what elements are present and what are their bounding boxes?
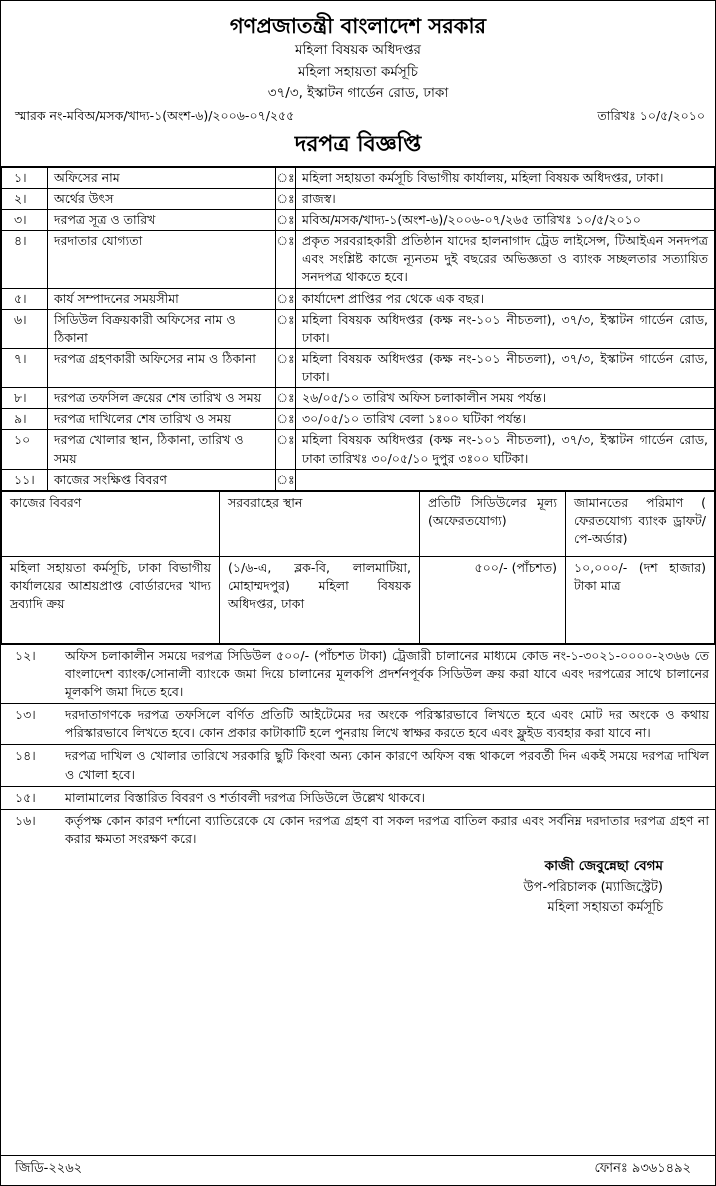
condition-row bbox=[1, 745, 715, 786]
info-row bbox=[2, 469, 715, 490]
info-row bbox=[2, 348, 715, 387]
info-value: মহিলা বিষয়ক অধিদপ্তর (কক্ষ নং-১০১ নীচতলা), ৩৭/৩, ইস্কাটন গার্ডেন রোড, ঢাকা তারিখঃ ৩০/০৫/১০ দুপুর ৩ঃ০০ ঘটিকা। bbox=[296, 430, 715, 469]
info-value: মবিঅ/মসক/খাদ্য-১(অংশ-৬)/২০০৬-০৭/২৬৫ তারিখঃ ১০/৫/২০১০ bbox=[296, 210, 715, 231]
info-row bbox=[2, 231, 715, 288]
info-label: দরপত্র তফসিল ক্রয়ের শেষ তারিখ ও সময় bbox=[48, 388, 276, 409]
info-row bbox=[2, 309, 715, 348]
info-label: অফিসের নাম bbox=[48, 167, 276, 189]
info-number: ৪। bbox=[2, 231, 48, 288]
info-value: প্রকৃত সরবরাহকারী প্রতিষ্ঠান যাদের হালনাগাদ ট্রেড লাইসেন্স, টিআইএন সনদপত্র এবং সংশ্লিষ্ট কাজে ন্যূনতম দুই বছরের অভিজ্ঞতা ও ব্যাংক সচ্ছলতার সত্যায়িত সনদপত্র থাকতে হবে। bbox=[296, 231, 715, 288]
info-label: সিডিউল বিক্রয়কারী অফিসের নাম ও ঠিকানা bbox=[48, 309, 276, 348]
info-value: কার্যাদেশ প্রাপ্তির পর থেকে এক বছর। bbox=[296, 288, 715, 309]
info-value: ২৬/০৫/১০ তারিখ অফিস চলাকালীন সময় পর্যন্ত। bbox=[296, 388, 715, 409]
work-table-header-row bbox=[2, 491, 715, 556]
info-number: ৯। bbox=[2, 409, 48, 430]
info-colon: ঃ bbox=[276, 348, 296, 387]
info-colon: ঃ bbox=[276, 231, 296, 288]
work-header-cell: কাজের বিবরণ bbox=[2, 491, 220, 556]
info-colon: ঃ bbox=[276, 469, 296, 490]
info-label: অর্থের উৎস bbox=[48, 188, 276, 209]
condition-text: কর্তৃপক্ষ কোন কারণ দর্শানো ব্যাতিরেকে যে কোন দরপত্র গ্রহণ বা সকল দরপত্র বাতিল করার এবং সর্বনিম্ন দরদাতার দরপত্র গ্রহণ না করার ক্ষমতা সংরক্ষণ করে। bbox=[59, 809, 715, 850]
info-row bbox=[2, 210, 715, 231]
condition-row bbox=[1, 786, 715, 809]
info-colon: ঃ bbox=[276, 309, 296, 348]
memo-number: স্মারক নং-মবিঅ/মসক/খাদ্য-১(অংশ-৬)/২০০৬-০৭/২৫৫ bbox=[15, 108, 295, 124]
work-header-cell: জামানতের পরিমাণ ( ফেরতযোগ্য ব্যাংক ড্রাফট/পে-অর্ডার) bbox=[566, 491, 715, 556]
info-row bbox=[2, 388, 715, 409]
info-label: দরপত্র গ্রহণকারী অফিসের নাম ও ঠিকানা bbox=[48, 348, 276, 387]
condition-row bbox=[1, 704, 715, 745]
info-number: ৬। bbox=[2, 309, 48, 348]
info-value: রাজস্ব। bbox=[296, 188, 715, 209]
info-colon: ঃ bbox=[276, 288, 296, 309]
info-colon: ঃ bbox=[276, 409, 296, 430]
info-number: ৫। bbox=[2, 288, 48, 309]
info-value: মহিলা বিষয়ক অধিদপ্তর (কক্ষ নং-১০১ নীচতলা), ৩৭/৩, ইস্কাটন গার্ডেন রোড, ঢাকা। bbox=[296, 348, 715, 387]
info-label: কার্য সম্পাদনের সময়সীমা bbox=[48, 288, 276, 309]
info-number: ৭। bbox=[2, 348, 48, 387]
info-colon: ঃ bbox=[276, 388, 296, 409]
info-number: ৩। bbox=[2, 210, 48, 231]
info-label: দরপত্র দাখিলের শেষ তারিখ ও সময় bbox=[48, 409, 276, 430]
info-value: মহিলা বিষয়ক অধিদপ্তর (কক্ষ নং-১০১ নীচতলা), ৩৭/৩, ইস্কাটন গার্ডেন রোড, ঢাকা। bbox=[296, 309, 715, 348]
directorate-name: মহিলা বিষয়ক অধিদপ্তর bbox=[295, 42, 421, 59]
condition-number: ১৫। bbox=[1, 786, 59, 809]
condition-number: ১৪। bbox=[1, 745, 59, 786]
info-row bbox=[2, 409, 715, 430]
info-label: দরপত্র সূত্র ও তারিখ bbox=[48, 210, 276, 231]
office-address: ৩৭/৩, ইস্কাটন গার্ডেন রোড, ঢাকা bbox=[267, 85, 449, 102]
conditions-rows bbox=[1, 644, 715, 850]
notice-header bbox=[1, 13, 715, 105]
condition-number: ১৩। bbox=[1, 704, 59, 745]
notice-title: দরপত্র বিজ্ঞপ্তি bbox=[294, 132, 422, 158]
info-number: ৮। bbox=[2, 388, 48, 409]
conditions-table bbox=[1, 644, 715, 850]
condition-text: মালামালের বিস্তারিত বিবরণ ও শর্তাবলী দরপত্র সিডিউলে উল্লেখ থাকবে। bbox=[59, 786, 715, 809]
condition-text: দরদাতাগণকে দরপত্র তফসিলে বর্ণিত প্রতিটি আইটেমের দর অংকে পরিস্কারভাবে লিখতে হবে এবং মোট দর অংকে ও কথায় পরিস্কারভাবে লিখতে হবে। কোন প্রকার কাটাকাটি হলে পুনরায় লিখে স্বাক্ষর করতে হবে এবং ফ্লুইড ব্যবহার করা যাবে না। bbox=[59, 704, 715, 745]
info-colon: ঃ bbox=[276, 167, 296, 189]
gd-number: জিডি-২২৬২ bbox=[15, 1161, 83, 1177]
info-value: ৩০/০৫/১০ তারিখ বেলা ১ঃ০০ ঘটিকা পর্যন্ত। bbox=[296, 409, 715, 430]
info-row bbox=[2, 430, 715, 469]
info-row bbox=[2, 288, 715, 309]
work-cell: (১/৬-এ, ব্লক-বি, লালমাটিয়া, মোহাম্মদপুর) মহিলা বিষয়ক অধিদপ্তর, ঢাকা bbox=[220, 556, 420, 643]
condition-number: ১৬। bbox=[1, 809, 59, 850]
info-colon: ঃ bbox=[276, 210, 296, 231]
info-colon: ঃ bbox=[276, 188, 296, 209]
work-cell: মহিলা সহায়তা কর্মসূচি, ঢাকা বিভাগীয় কার্যালয়ের আশ্রয়প্রাপ্ত বোর্ডারদের খাদ্য দ্রব্যাদি ক্রয় bbox=[2, 556, 220, 643]
tender-info-rows bbox=[2, 167, 715, 491]
signatory-name: কাজী জেবুন্নেছা বেগম bbox=[544, 858, 663, 875]
info-value: মহিলা সহায়তা কর্মসূচি বিভাগীয় কার্যালয়, মহিলা বিষয়ক অধিদপ্তর, ঢাকা। bbox=[296, 167, 715, 189]
info-label: দরদাতার যোগ্যতা bbox=[48, 231, 276, 288]
program-name: মহিলা সহায়তা কর্মসূচি bbox=[298, 63, 418, 80]
memo-date: তারিখঃ ১০/৫/২০১০ bbox=[597, 108, 705, 124]
info-value bbox=[296, 469, 715, 490]
signature-block bbox=[1, 856, 715, 919]
info-row bbox=[2, 188, 715, 209]
condition-row bbox=[1, 644, 715, 703]
signatory-designation: উপ-পরিচালক (ম্যাজিস্ট্রেট) bbox=[523, 879, 663, 895]
condition-text: অফিস চলাকালীন সময়ে দরপত্র সিডিউল ৫০০/- (পাঁচশত টাকা) ট্রেজারী চালানের মাধ্যমে কোড নং-১-৩০২১-০০০০-২৩৬৬ তে বাংলাদেশ ব্যাংক/সোনালী ব্যাংকে জমা দিয়ে চালানের মূলকপি প্রদর্শনপূর্বক সিডিউল ক্রয় করা যাবে এবং দরপত্রের সাথে চালানের মূলকপি জমা দিতে হবে। bbox=[59, 644, 715, 703]
info-label: দরপত্র খোলার স্থান, ঠিকানা, তারিখ ও সময় bbox=[48, 430, 276, 469]
info-number: ১। bbox=[2, 167, 48, 189]
work-table-row bbox=[2, 556, 715, 643]
work-header-cell: প্রতিটি সিডিউলের মূল্য (অফেরতযোগ্য) bbox=[420, 491, 566, 556]
signatory-office: মহিলা সহায়তা কর্মসূচি bbox=[547, 900, 663, 916]
info-number: ২। bbox=[2, 188, 48, 209]
condition-text: দরপত্র দাখিল ও খোলার তারিখে সরকারি ছুটি কিংবা অন্য কোন কারণে অফিস বন্ধ থাকলে পরবর্তী দিন একই সময়ে দরপত্র দাখিল ও খোলা হবে। bbox=[59, 745, 715, 786]
notice-footer bbox=[1, 1155, 715, 1185]
info-colon: ঃ bbox=[276, 430, 296, 469]
work-cell: ১০,০০০/- (দশ হাজার) টাকা মাত্র bbox=[566, 556, 715, 643]
phone-number: ফোনঃ ৯৩৬১৪৯২ bbox=[594, 1161, 691, 1177]
work-description-table bbox=[1, 491, 715, 644]
memo-line bbox=[1, 107, 715, 125]
government-heading: গণপ্রজাতন্ত্রী বাংলাদেশ সরকার bbox=[229, 14, 487, 38]
condition-number: ১২। bbox=[1, 644, 59, 703]
info-number: ১০ bbox=[2, 430, 48, 469]
tender-info-table bbox=[1, 166, 715, 491]
info-label: কাজের সংক্ষিপ্ত বিবরণ bbox=[48, 469, 276, 490]
work-header-cell: সরবরাহের স্থান bbox=[220, 491, 420, 556]
work-cell: ৫০০/- (পাঁচশত) bbox=[420, 556, 566, 643]
info-number: ১১। bbox=[2, 469, 48, 490]
condition-row bbox=[1, 809, 715, 850]
info-row bbox=[2, 167, 715, 189]
